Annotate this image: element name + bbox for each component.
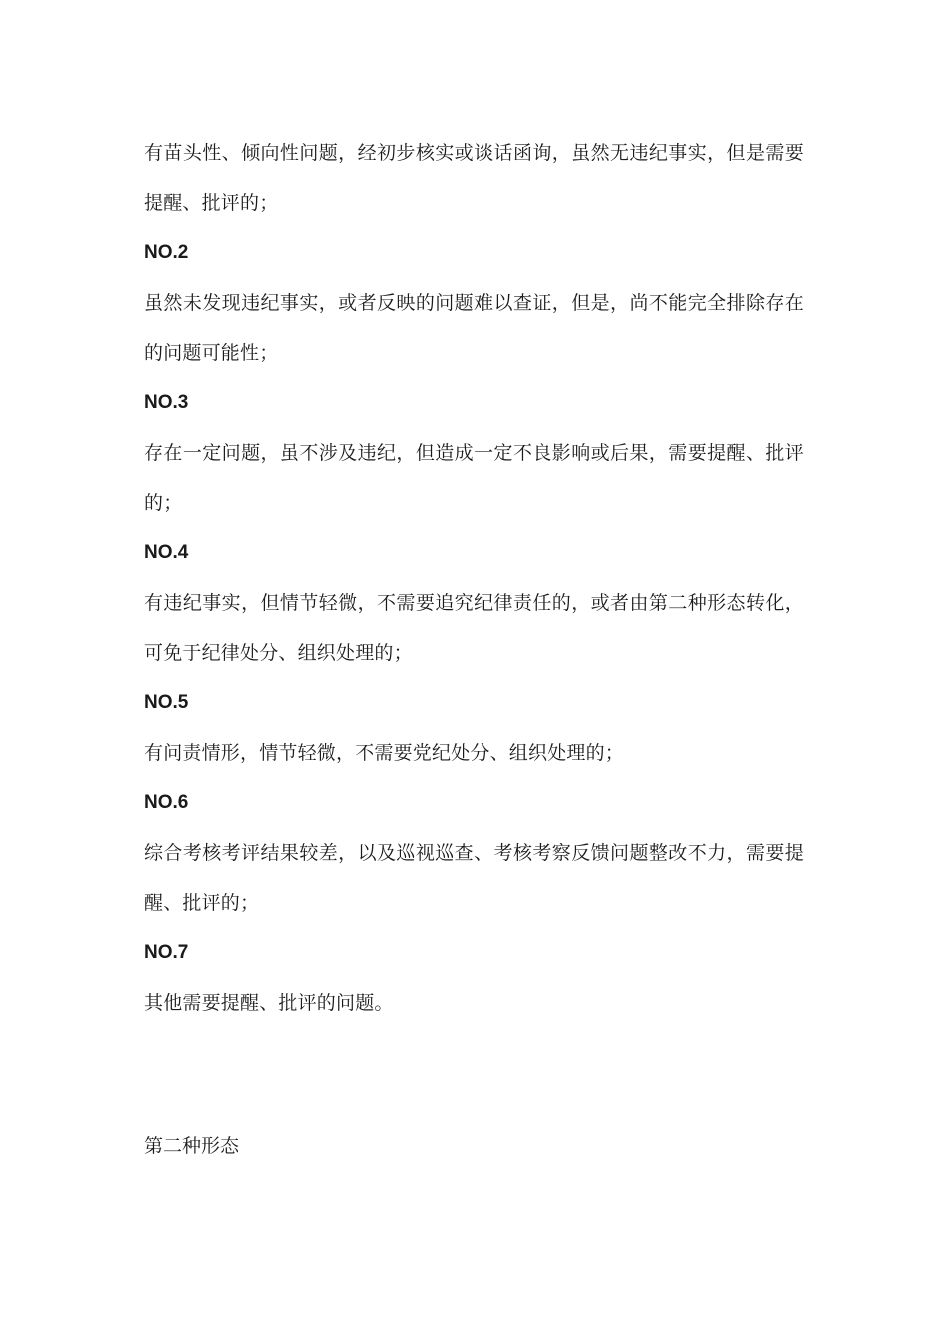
item-7-heading: NO.7 xyxy=(144,942,189,963)
item-3-text: 存在一定问题，虽不涉及违纪，但造成一定不良影响或后果，需要提醒、批评的； xyxy=(144,442,804,514)
item-2-text: 虽然未发现违纪事实，或者反映的问题难以查证，但是，尚不能完全排除存在的问题可能性； xyxy=(144,292,804,364)
item-4-heading: NO.4 xyxy=(144,542,189,563)
item-6-text: 综合考核考评结果较差，以及巡视巡查、考核考察反馈问题整改不力，需要提醒、批评的； xyxy=(144,842,804,914)
section-title: 第二种形态 xyxy=(144,1135,240,1157)
item-4-text: 有违纪事实，但情节轻微，不需要追究纪律责任的，或者由第二种形态转化，可免于纪律处分、组织处理的； xyxy=(144,592,804,664)
item-6-heading: NO.6 xyxy=(144,792,189,813)
item-2-heading: NO.2 xyxy=(144,242,189,263)
item-1-text: 有苗头性、倾向性问题，经初步核实或谈话函询，虽然无违纪事实，但是需要提醒、批评的； xyxy=(144,142,804,214)
item-3-heading: NO.3 xyxy=(144,392,189,413)
document-body xyxy=(144,128,804,1028)
item-5-heading: NO.5 xyxy=(144,692,189,713)
item-5-text: 有问责情形，情节轻微，不需要党纪处分、组织处理的； xyxy=(144,742,625,764)
item-7-text: 其他需要提醒、批评的问题。 xyxy=(144,992,394,1014)
